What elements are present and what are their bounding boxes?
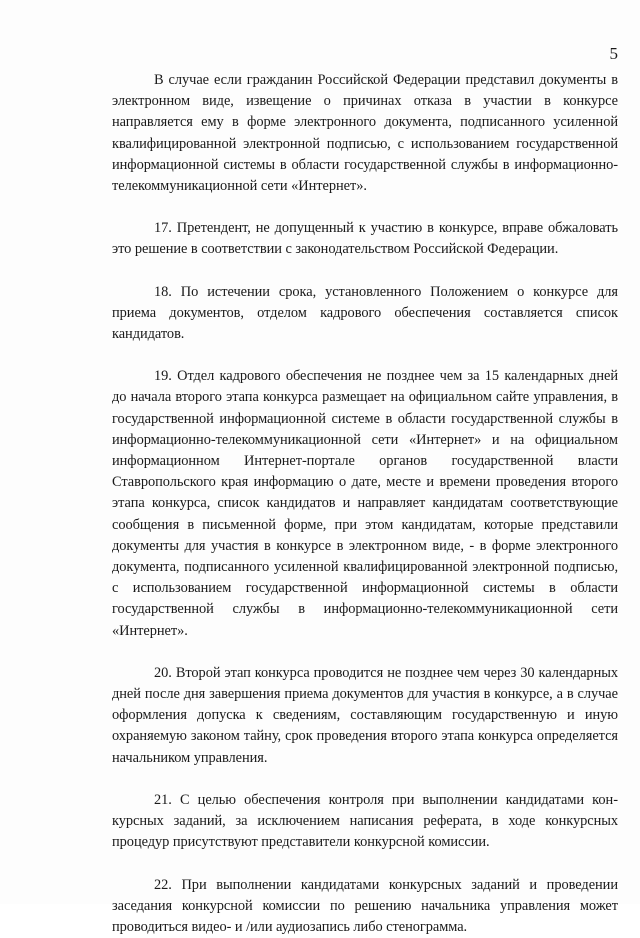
paragraph-17: 17. Претендент, не допущенный к участию в конкурсе, вправе обжаловать это решение в соответствии с законодательством Российской Федерации. [112,218,618,260]
page-number: 5 [610,44,619,64]
paragraph-22: 22. При выполнении кандидатами конкурсных заданий и проведении заседания конкурсной комиссии по решению начальника управления может проводиться видео- и /или аудиозапись либо стенограмма. [112,875,618,938]
paragraph-rejection-notice: В случае если гражданин Российской Федерации представил документы в электронном виде, извещение о причинах отказа в участии в конкурсе направляется ему в форме электронного документа, подписанного усиленной квалифицированной электронной подписью, с использованием государственной информационной системы в области государственной службы в информационно-телекоммуникационной сети «Интернет». [112,70,618,197]
paragraph-20: 20. Второй этап конкурса проводится не позднее чем через 30 календарных дней после дня завершения приема документов для участия в конкурсе, а в случае оформления допуска к сведениям, составляющим государственную и иную охраняемую законом тайну, срок проведения второго этапа конкурса определяется начальником управления. [112,663,618,769]
paragraph-19: 19. Отдел кадрового обеспечения не позднее чем за 15 календарных дней до начала второго этапа конкурса размещает на официальном сайте управления, в государственной информационной системе в области государственной службы в информационно-телекоммуникационной сети «Интернет» и на официальном информационном Интернет-портале органов государственной власти Ставропольского края информацию о дате, месте и времени проведения второго этапа конкурса, список кандидатов и направляет кандидатам соответствующие сообщения в письменной форме, при этом кандидатам, которые представили документы для участия в конкурсе в электронном виде, - в форме электронного документа, подписанного усиленной квалифицированной электронной подписью, с использованием государственной информационной системы в области государственной службы в информационно-телекоммуникационной сети «Интернет». [112,366,618,642]
document-body [112,70,618,938]
paragraph-21: 21. С целью обеспечения контроля при выполнении кандидатами конкурсных заданий, за исключением написания реферата, в ходе конкурсных процедур присутствуют представители конкурсной комиссии. [112,790,618,854]
paragraph-18: 18. По истечении срока, установленного Положением о конкурсе для приема документов, отделом кадрового обеспечения составляется список кандидатов. [112,282,618,346]
